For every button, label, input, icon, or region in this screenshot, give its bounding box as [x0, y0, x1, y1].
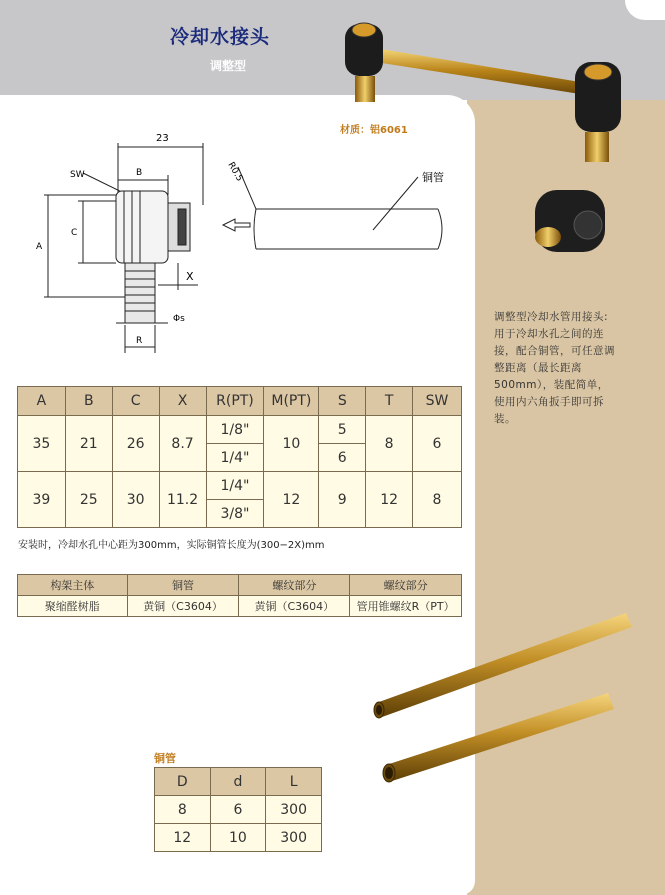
spec-cell: 1/8"	[206, 416, 264, 444]
brass-pipes-photo	[370, 605, 640, 790]
pipe-head: L	[266, 768, 322, 796]
mat-cell: 聚缩醛树脂	[18, 596, 128, 617]
pipe-head: d	[210, 768, 266, 796]
mat-head: 构架主体	[18, 575, 128, 596]
spec-table	[17, 386, 462, 528]
brass-pipe-photo	[375, 48, 580, 94]
spec-cell: 25	[65, 472, 112, 528]
desc-line: 调整型冷却水管用接头:	[494, 311, 609, 323]
mat-cell: 黄铜（C3604）	[239, 596, 350, 617]
dim-phi-s: Φs	[173, 314, 185, 324]
mat-head: 铜管	[127, 575, 239, 596]
spec-cell: 3/8"	[206, 500, 264, 528]
mat-cell: 黄铜（C3604）	[127, 596, 239, 617]
fitting-small-hex	[574, 211, 602, 239]
fitting-port-right	[584, 64, 612, 80]
spec-cell: 39	[18, 472, 66, 528]
spec-cell: 8.7	[159, 416, 206, 472]
dim-23: 23	[156, 133, 169, 144]
pipe-table-label: 铜管	[154, 752, 176, 765]
thread-left	[355, 76, 375, 102]
pipe-table	[154, 767, 322, 852]
pipe-lower	[386, 693, 614, 781]
spec-cell: 35	[18, 416, 66, 472]
thread-right	[585, 132, 609, 162]
spec-cell: 21	[65, 416, 112, 472]
spec-head: C	[112, 387, 159, 416]
spec-head: X	[159, 387, 206, 416]
pipe-head: D	[155, 768, 211, 796]
spec-head: B	[65, 387, 112, 416]
spec-head: SW	[413, 387, 462, 416]
fitting-small-thread	[535, 227, 561, 247]
pipe-cell: 10	[210, 824, 266, 852]
spec-cell: 6	[413, 416, 462, 472]
desc-line: 接，配合铜管，可任意调	[494, 345, 615, 357]
pipe-cell: 300	[266, 824, 322, 852]
mat-head: 螺纹部分	[239, 575, 350, 596]
desc-line: 使用内六角扳手即可拆	[494, 396, 604, 408]
spec-head: R(PT)	[206, 387, 264, 416]
spec-cell: 8	[366, 416, 413, 472]
dim-R: R	[136, 336, 143, 346]
dim-X: X	[186, 270, 194, 283]
spec-cell: 12	[264, 472, 319, 528]
desc-line: 用于冷却水孔之间的连	[494, 328, 604, 340]
spec-cell: 1/4"	[206, 472, 264, 500]
spec-cell: 6	[319, 444, 366, 472]
page-subtitle: 调整型	[210, 59, 247, 73]
desc-line: 500mm），装配简单，	[494, 379, 609, 391]
pipe-drawing-label: 铜管	[422, 171, 444, 184]
dim-A: A	[36, 242, 43, 252]
spec-cell: 26	[112, 416, 159, 472]
spec-cell: 1/4"	[206, 444, 264, 472]
mat-cell: 管用锥螺纹R（PT）	[350, 596, 462, 617]
spec-cell: 11.2	[159, 472, 206, 528]
spec-cell: 9	[319, 472, 366, 528]
material-label: 材质：铝6061	[340, 125, 408, 136]
spec-head: A	[18, 387, 66, 416]
pipe-cell: 8	[155, 796, 211, 824]
pipe-cell: 12	[155, 824, 211, 852]
mat-head: 螺纹部分	[350, 575, 462, 596]
desc-line: 整距离（最长距离	[494, 362, 582, 374]
fitting-port-left	[352, 23, 376, 37]
spec-cell: 5	[319, 416, 366, 444]
spec-head: T	[366, 387, 413, 416]
spec-cell: 30	[112, 472, 159, 528]
pipe-cell: 6	[210, 796, 266, 824]
install-note: 安装时，冷却水孔中心距为300mm，实际铜管长度为(300−2X)mm	[18, 540, 325, 551]
pipe-cell: 300	[266, 796, 322, 824]
dim-C: C	[71, 228, 78, 238]
dim-R05: R0.5	[225, 160, 245, 184]
spec-cell: 8	[413, 472, 462, 528]
description	[494, 309, 642, 428]
insert-arrow	[223, 219, 250, 231]
spec-cell: 10	[264, 416, 319, 472]
desc-line: 装。	[494, 413, 516, 425]
dim-B: B	[136, 168, 143, 178]
page-title: 冷却水接头	[170, 26, 271, 48]
spec-head: S	[319, 387, 366, 416]
spec-head: M(PT)	[264, 387, 319, 416]
dim-SW: SW	[70, 170, 85, 180]
spec-cell: 12	[366, 472, 413, 528]
thread-stem-outline	[125, 263, 155, 323]
technical-drawing	[28, 125, 458, 360]
